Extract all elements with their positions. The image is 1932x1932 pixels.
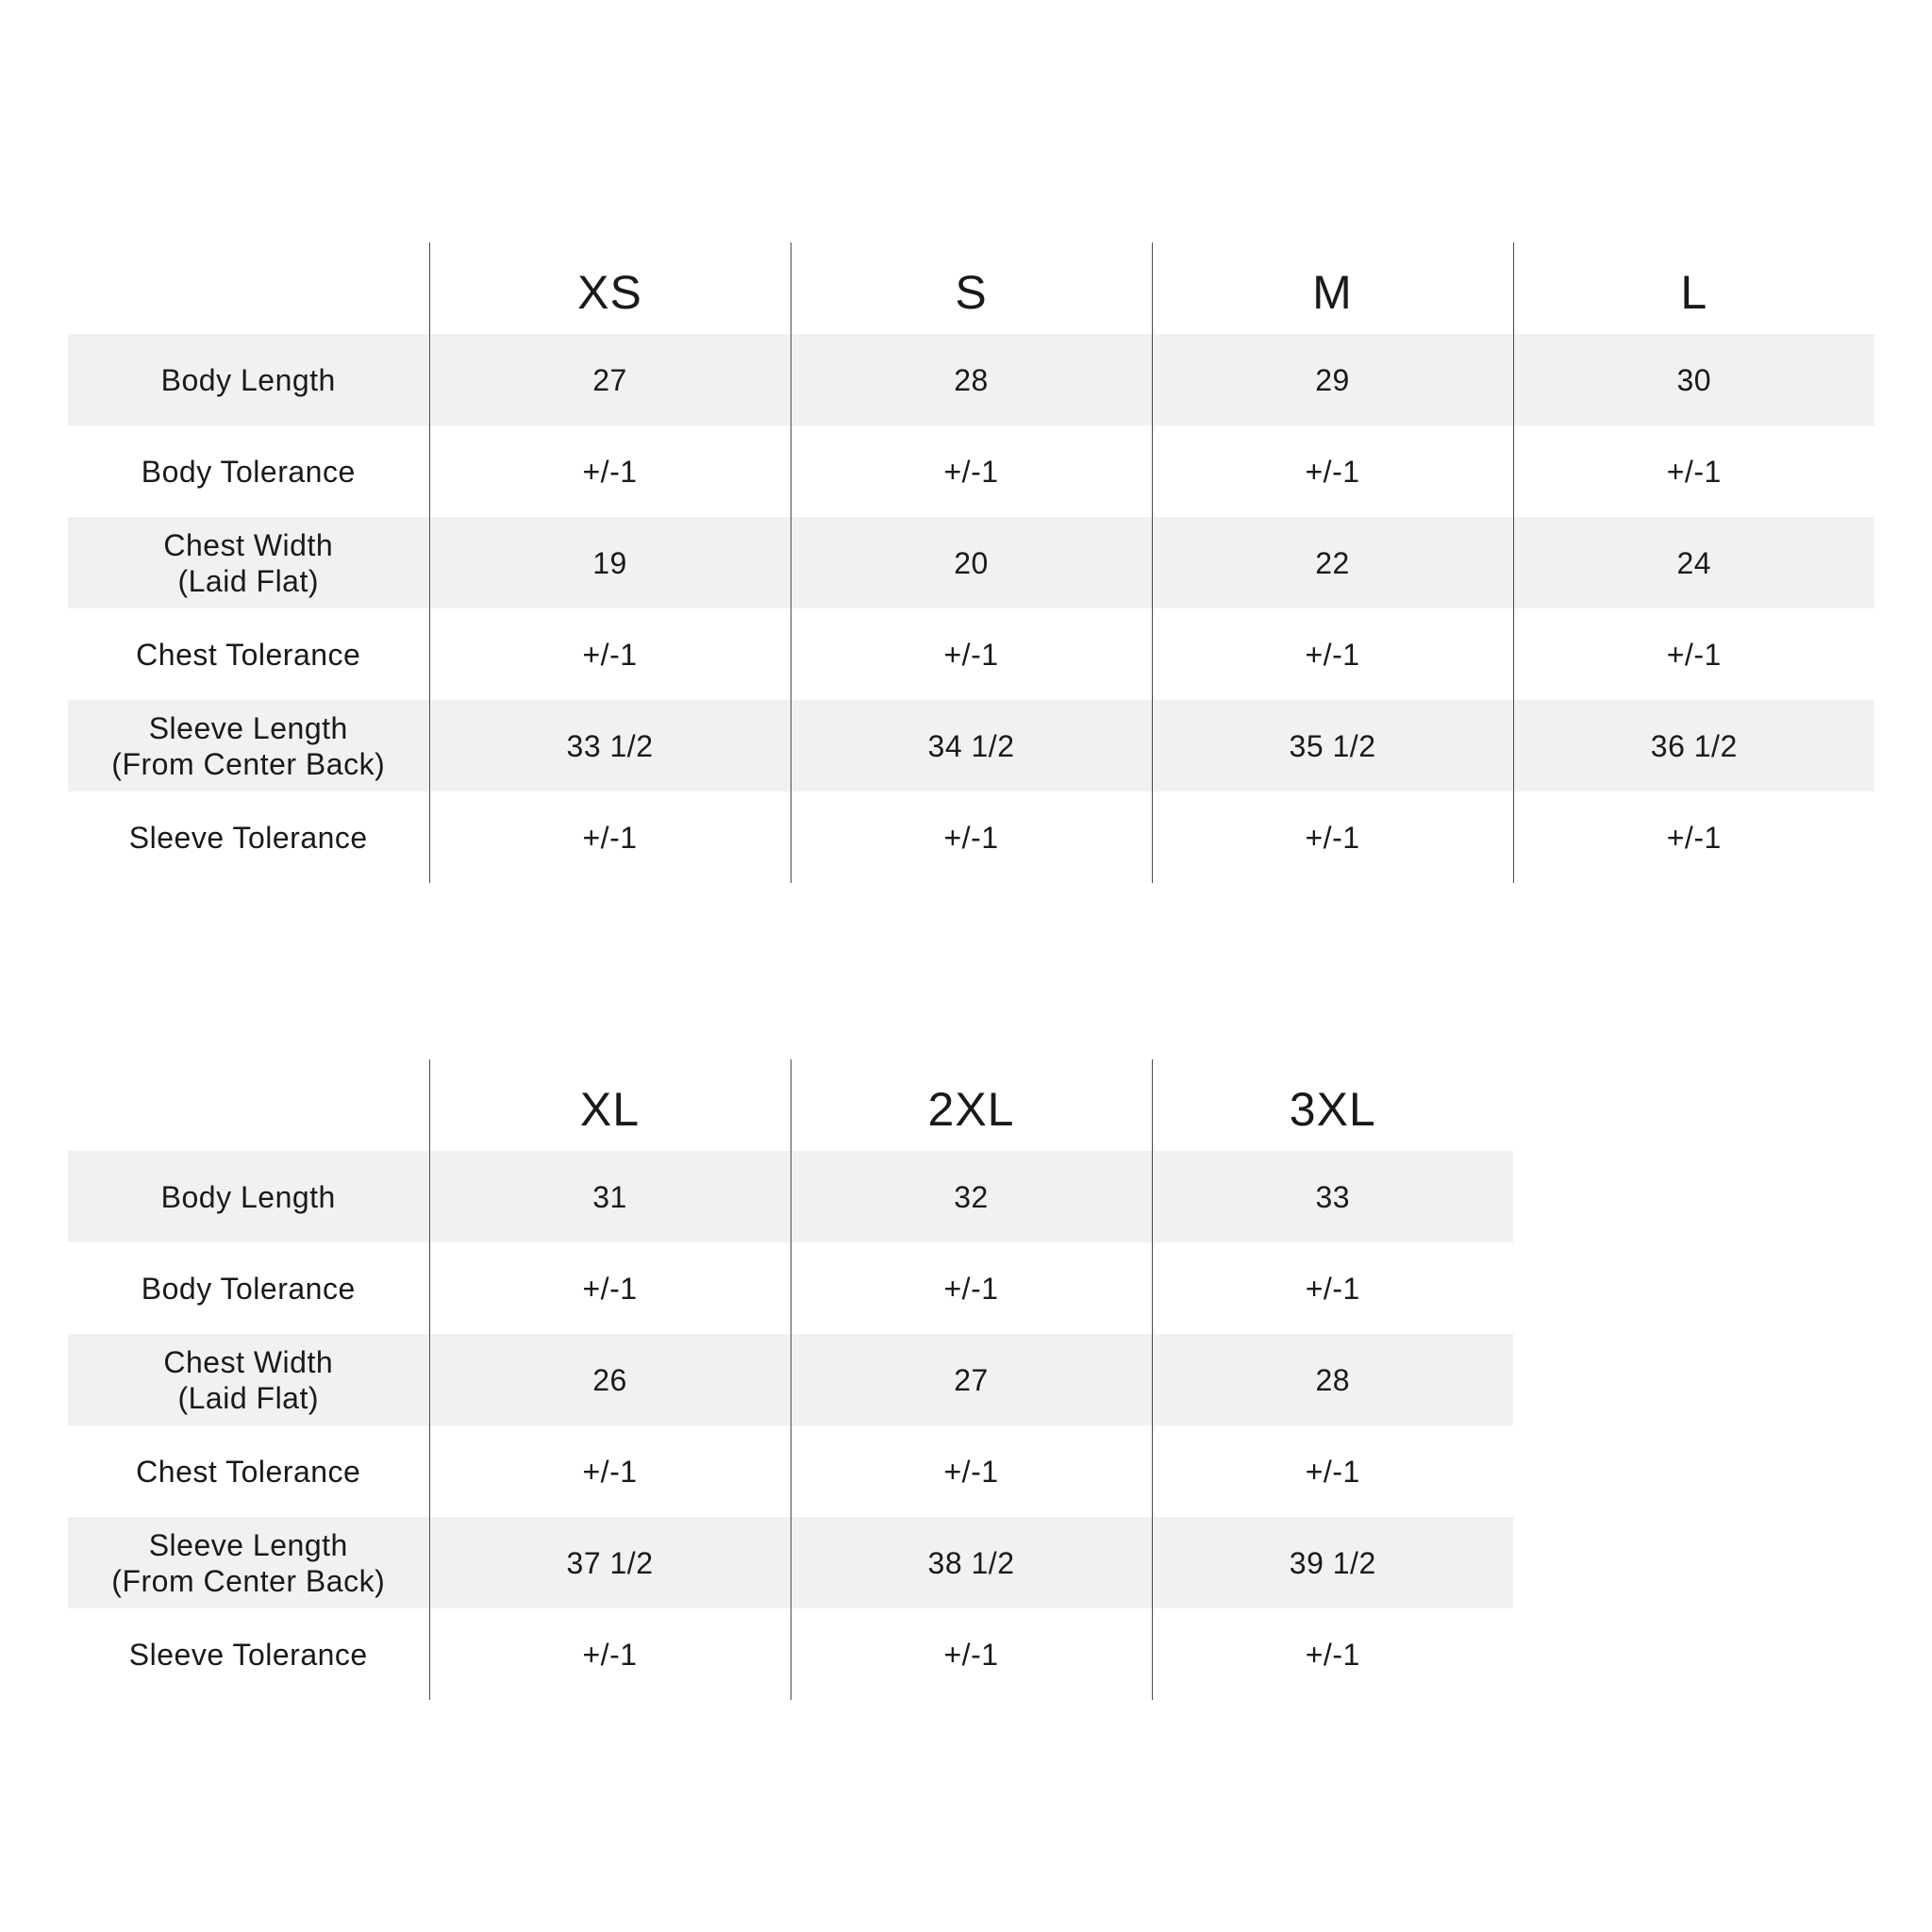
table-cell: 22 bbox=[1152, 517, 1513, 608]
table-cell: +/-1 bbox=[1152, 608, 1513, 700]
table-cell: 38 1/2 bbox=[791, 1517, 1152, 1608]
table-cell: 36 1/2 bbox=[1513, 700, 1874, 791]
table-cell: 24 bbox=[1513, 517, 1874, 608]
table-row-chest-tolerance bbox=[68, 1425, 1513, 1517]
row-label: Sleeve Tolerance bbox=[128, 820, 368, 855]
table-cell: 32 bbox=[791, 1151, 1152, 1242]
table-cell: 26 bbox=[429, 1334, 791, 1425]
table-cell: 34 1/2 bbox=[791, 700, 1152, 791]
table-cell: +/-1 bbox=[791, 791, 1152, 883]
header-row bbox=[68, 242, 1874, 334]
table-cell: 27 bbox=[791, 1334, 1152, 1425]
row-label: Chest Tolerance bbox=[136, 1454, 361, 1489]
table-cell: 37 1/2 bbox=[429, 1517, 791, 1608]
size-header-xl: XL bbox=[429, 1059, 791, 1151]
table-cell: +/-1 bbox=[1152, 1425, 1513, 1517]
table-row-sleeve-tolerance bbox=[68, 791, 1874, 883]
table-row-body-tolerance bbox=[68, 1242, 1513, 1334]
table-cell: +/-1 bbox=[429, 1242, 791, 1334]
table-cell: 39 1/2 bbox=[1152, 1517, 1513, 1608]
row-label: Sleeve Length (From Center Back) bbox=[68, 1517, 429, 1608]
corner-cell bbox=[68, 242, 429, 334]
table-row-body-length bbox=[68, 1151, 1513, 1242]
table-row-sleeve-length bbox=[68, 700, 1874, 791]
table-cell: +/-1 bbox=[429, 1425, 791, 1517]
table-cell: 33 1/2 bbox=[429, 700, 791, 791]
table-row-chest-width bbox=[68, 1334, 1513, 1425]
table-cell: +/-1 bbox=[1152, 1242, 1513, 1334]
table-cell: 28 bbox=[1152, 1334, 1513, 1425]
size-chart-table-1 bbox=[68, 242, 1874, 883]
table-cell: +/-1 bbox=[1513, 791, 1874, 883]
size-header-l: L bbox=[1513, 242, 1874, 334]
table-row-body-tolerance bbox=[68, 425, 1874, 517]
row-label: Sleeve Tolerance bbox=[128, 1637, 368, 1672]
row-label: Chest Tolerance bbox=[136, 637, 361, 672]
table-row-chest-tolerance bbox=[68, 608, 1874, 700]
table-cell: 29 bbox=[1152, 334, 1513, 425]
table-cell: +/-1 bbox=[791, 1425, 1152, 1517]
table-cell: 31 bbox=[429, 1151, 791, 1242]
table-cell: +/-1 bbox=[791, 608, 1152, 700]
row-label: Body Length bbox=[68, 1151, 429, 1242]
table-cell: +/-1 bbox=[429, 1608, 791, 1700]
size-header-s: S bbox=[791, 242, 1152, 334]
row-label: Body Tolerance bbox=[141, 1271, 356, 1306]
row-label: Chest Width (Laid Flat) bbox=[68, 1334, 429, 1425]
table-cell: 27 bbox=[429, 334, 791, 425]
table-row-sleeve-tolerance bbox=[68, 1608, 1513, 1700]
table-cell: +/-1 bbox=[1152, 791, 1513, 883]
table-cell: 33 bbox=[1152, 1151, 1513, 1242]
row-label: Body Length bbox=[68, 334, 429, 425]
table-cell: +/-1 bbox=[791, 425, 1152, 517]
size-header-3xl: 3XL bbox=[1152, 1059, 1513, 1151]
row-label: Sleeve Length (From Center Back) bbox=[68, 700, 429, 791]
row-label: Chest Width (Laid Flat) bbox=[68, 517, 429, 608]
table-cell: +/-1 bbox=[429, 791, 791, 883]
table-row-sleeve-length bbox=[68, 1517, 1513, 1608]
header-row bbox=[68, 1059, 1513, 1151]
table-cell: +/-1 bbox=[429, 608, 791, 700]
table-cell: 20 bbox=[791, 517, 1152, 608]
table-cell: 30 bbox=[1513, 334, 1874, 425]
corner-cell bbox=[68, 1059, 429, 1151]
size-header-m: M bbox=[1152, 242, 1513, 334]
table-cell: +/-1 bbox=[791, 1608, 1152, 1700]
table-row-body-length bbox=[68, 334, 1874, 425]
table-cell: 35 1/2 bbox=[1152, 700, 1513, 791]
table-cell: +/-1 bbox=[791, 1242, 1152, 1334]
row-label: Body Tolerance bbox=[141, 454, 356, 489]
table-cell: 28 bbox=[791, 334, 1152, 425]
table-cell: +/-1 bbox=[429, 425, 791, 517]
table-cell: +/-1 bbox=[1152, 1608, 1513, 1700]
table-cell: 19 bbox=[429, 517, 791, 608]
size-header-xs: XS bbox=[429, 242, 791, 334]
size-header-2xl: 2XL bbox=[791, 1059, 1152, 1151]
table-cell: +/-1 bbox=[1513, 425, 1874, 517]
table-row-chest-width bbox=[68, 517, 1874, 608]
table-cell: +/-1 bbox=[1152, 425, 1513, 517]
size-chart-table-2 bbox=[68, 1059, 1513, 1700]
table-cell: +/-1 bbox=[1513, 608, 1874, 700]
